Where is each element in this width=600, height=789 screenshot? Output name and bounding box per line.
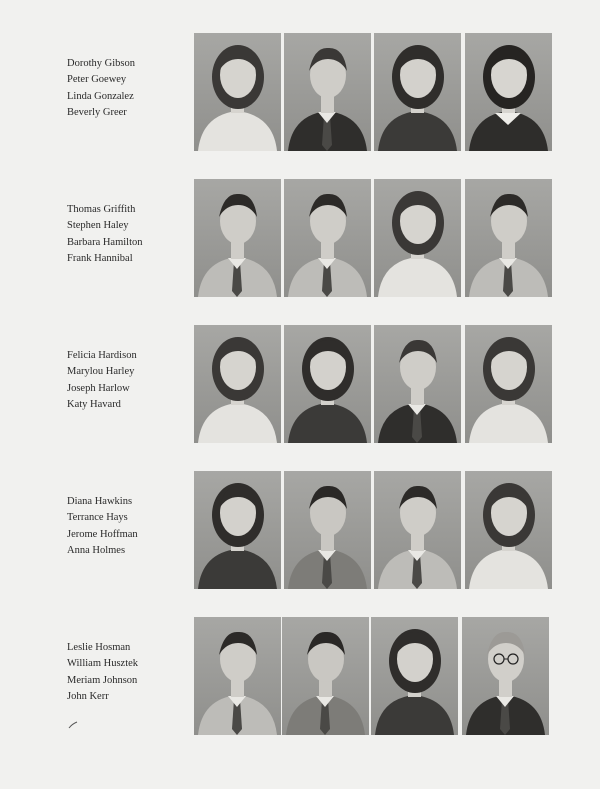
student-name: Jerome Hoffman xyxy=(67,528,138,540)
student-name: Joseph Harlow xyxy=(67,382,130,394)
portrait-group-4 xyxy=(0,471,600,591)
student-name: Marylou Harley xyxy=(67,366,135,378)
portrait-silhouette xyxy=(465,471,552,589)
portrait-group-5 xyxy=(0,617,600,737)
portrait-group-2 xyxy=(0,179,600,299)
portrait-photo xyxy=(284,33,371,151)
portrait-photo xyxy=(462,617,549,735)
student-name: Meriam Johnson xyxy=(67,674,138,686)
student-name: Linda Gonzalez xyxy=(67,90,134,102)
name-list xyxy=(67,348,137,413)
portrait-silhouette xyxy=(465,33,552,151)
portrait-silhouette xyxy=(284,325,371,443)
portrait-photo xyxy=(465,179,552,297)
portrait-photo xyxy=(465,471,552,589)
portrait-photo xyxy=(465,33,552,151)
portrait-photo xyxy=(374,471,461,589)
portrait-photo xyxy=(194,325,281,443)
name-list xyxy=(67,56,135,121)
portrait-photo xyxy=(282,617,369,735)
portrait-group-1 xyxy=(0,33,600,153)
photo-row xyxy=(194,325,552,443)
portrait-silhouette xyxy=(194,471,281,589)
student-name: William Husztek xyxy=(67,658,139,670)
portrait-silhouette xyxy=(194,179,281,297)
student-name: John Kerr xyxy=(67,690,109,702)
portrait-photo xyxy=(194,179,281,297)
student-name: Peter Goewey xyxy=(67,74,127,86)
portrait-photo xyxy=(371,617,458,735)
portrait-photo xyxy=(194,33,281,151)
portrait-photo xyxy=(284,179,371,297)
portrait-silhouette xyxy=(194,325,281,443)
name-list xyxy=(67,494,138,559)
name-list xyxy=(67,202,143,267)
portrait-silhouette xyxy=(282,617,369,735)
photo-row xyxy=(194,617,552,735)
portrait-silhouette xyxy=(194,617,281,735)
portrait-photo xyxy=(465,325,552,443)
portrait-silhouette xyxy=(284,471,371,589)
student-name: Dorothy Gibson xyxy=(67,58,135,69)
student-name: Terrance Hays xyxy=(67,512,128,524)
student-name: Felicia Hardison xyxy=(67,350,137,361)
portrait-silhouette xyxy=(465,179,552,297)
portrait-photo xyxy=(284,325,371,443)
student-name: Leslie Hosman xyxy=(67,642,131,653)
student-name: Frank Hannibal xyxy=(67,252,133,264)
pencil-mark xyxy=(68,720,78,730)
student-name: Beverly Greer xyxy=(67,106,127,118)
student-name: Katy Havard xyxy=(67,398,121,410)
portrait-silhouette xyxy=(374,179,461,297)
student-name: Diana Hawkins xyxy=(67,496,133,507)
portrait-silhouette xyxy=(194,33,281,151)
portrait-silhouette xyxy=(284,179,371,297)
portrait-photo xyxy=(284,471,371,589)
portrait-silhouette xyxy=(374,33,461,151)
portrait-silhouette xyxy=(374,471,461,589)
portrait-photo xyxy=(194,617,281,735)
portrait-silhouette xyxy=(374,325,461,443)
photo-row xyxy=(194,179,552,297)
portrait-photo xyxy=(194,471,281,589)
portrait-photo xyxy=(374,325,461,443)
student-name: Thomas Griffith xyxy=(67,204,136,215)
student-name: Anna Holmes xyxy=(67,544,126,556)
portrait-photo xyxy=(374,179,461,297)
photo-row xyxy=(194,33,552,151)
portrait-silhouette xyxy=(284,33,371,151)
student-name: Stephen Haley xyxy=(67,220,129,232)
portrait-group-3 xyxy=(0,325,600,445)
portrait-silhouette xyxy=(462,617,549,735)
photo-row xyxy=(194,471,552,589)
name-list xyxy=(67,640,138,705)
portrait-silhouette xyxy=(465,325,552,443)
portrait-photo xyxy=(374,33,461,151)
portrait-silhouette xyxy=(371,617,458,735)
student-name: Barbara Hamilton xyxy=(67,236,143,248)
